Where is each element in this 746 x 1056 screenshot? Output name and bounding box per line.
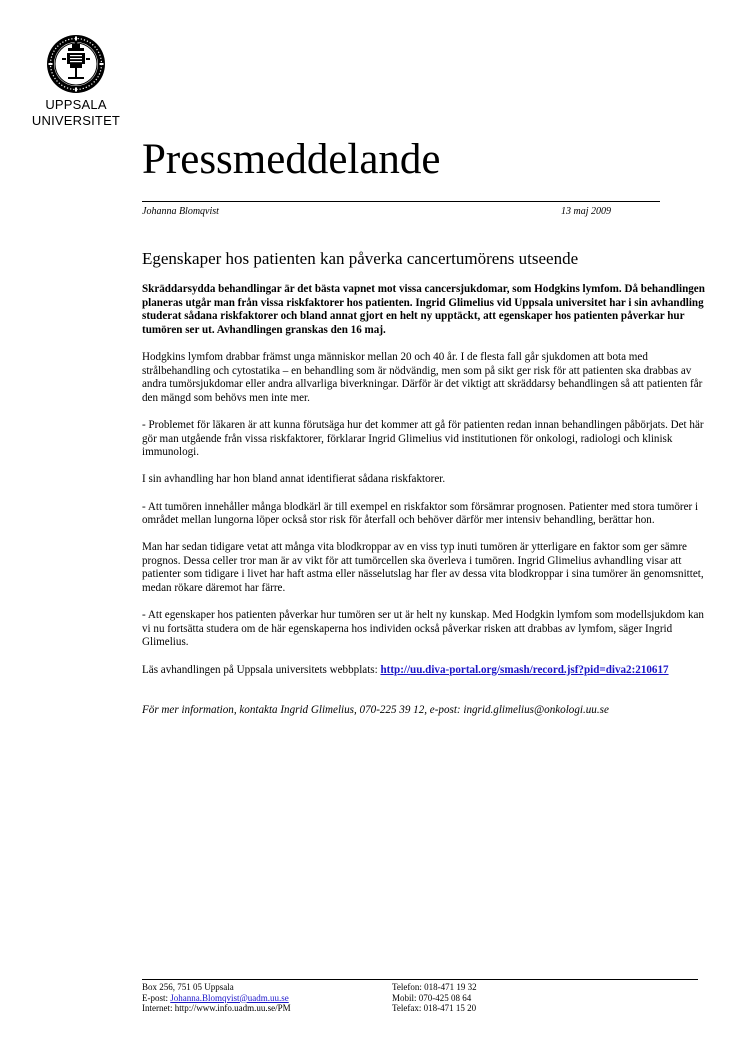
- footer-email-link[interactable]: Johanna.Blomqvist@uadm.uu.se: [170, 992, 289, 1003]
- footer-email-label: E-post:: [142, 992, 171, 1003]
- footer-mobile: Mobil: 070-425 08 64: [392, 992, 472, 1003]
- footer-divider: [142, 979, 698, 980]
- university-name: [14, 97, 138, 129]
- read-more-text: Läs avhandlingen på Uppsala universitets webbplats:: [142, 663, 381, 676]
- header-divider: [142, 201, 660, 202]
- article-paragraph-4: - Att tumören innehåller många blodkärl är till exempel en riskfaktor som försämrar prognosen. Patienter med stora tumörer i området mellan lungorna löper också stor risk för återfall och behöver därför mer intensiv behandling, berättar hon.: [142, 500, 699, 527]
- author-name: Johanna Blomqvist: [142, 206, 219, 217]
- contact-info: För mer information, kontakta Ingrid Glimelius, 070-225 39 12, e-post: ingrid.glimelius@onkologi.uu.se: [142, 704, 609, 717]
- footer-address-block: [142, 982, 291, 1014]
- footer-email-line: [142, 993, 291, 1004]
- article-paragraph-2: - Problemet för läkaren är att kunna förutsäga hur det kommer att gå för patienten redan innan behandlingen påbörjats. Det här gör man utgående från vissa riskfaktorer, förklarar Ingrid Glimelius vid institutionen för onkologi, radiologi och klinisk immunologi.: [142, 418, 704, 459]
- publication-date: 13 maj 2009: [561, 206, 611, 217]
- article-headline: Egenskaper hos patienten kan påverka cancertumörens utseende: [142, 249, 579, 268]
- article-paragraph-1: Hodgkins lymfom drabbar främst unga människor mellan 20 och 40 år. I de flesta fall går sjukdomen att bota med strålbehandling och cytostatika – en behandling som är nödvändig, men som på sikt ger risk för att patienten ska drabbas av andra tumörsjukdomar eller andra allvarliga biverkningar. Därför är det viktigt att skräddarsy behandlingen så att patienten får den mängd som behövs men inte mer.: [142, 350, 703, 404]
- article-paragraph-3: I sin avhandling har hon bland annat identifierat sådana riskfaktorer.: [142, 473, 446, 486]
- footer-phone: Telefon: 018-471 19 32: [392, 982, 477, 992]
- article-body: [142, 283, 714, 731]
- footer-internet: Internet: http://www.info.uadm.uu.se/PM: [142, 1003, 291, 1013]
- thesis-link[interactable]: http://uu.diva-portal.org/smash/record.jsf?pid=diva2:210617: [380, 663, 669, 676]
- footer-address: Box 256, 751 05 Uppsala: [142, 982, 234, 992]
- footer-phone-block: [392, 982, 477, 1014]
- page-title: Pressmeddelande: [142, 136, 441, 183]
- read-more-paragraph: [142, 664, 714, 678]
- article-paragraph-6: - Att egenskaper hos patienten påverkar hur tumören ser ut är helt ny kunskap. Med Hodgkin lymfom som modellsjukdom kan vi nu fortsätta studera om de här egenskaperna hos individen också påverkar risken att drabbas av lymfom, säger Ingrid Glimelius.: [142, 609, 704, 649]
- university-name-line2: UNIVERSITET: [31, 113, 121, 128]
- article-lead: Skräddarsydda behandlingar är det bästa vapnet mot vissa cancersjukdomar, som Hodgkins lymfom. Då behandlingen planeras utgår man från vissa riskfaktorer hos patienten. Ingrid Glimelius vid Uppsala universitet har i sin avhandling studerat sådana riskfaktorer och bland annat gjort en helt ny upptäckt, att egenskaper hos patienten påverkar hur tumören ser ut. Avhandlingen granskas den 16 maj.: [142, 283, 705, 336]
- university-name-line1: UPPSALA: [45, 97, 107, 112]
- university-seal-logo: [46, 34, 106, 94]
- footer-fax: Telefax: 018-471 15 20: [392, 1003, 477, 1013]
- article-paragraph-5: Man har sedan tidigare vetat att många vita blodkroppar av en viss typ inuti tumören är ytterligare en faktor som ger sämre prognos. Dessa celler tror man är av vikt för att tumörcellen ska överleva i tumören. Ingrid Glimelius avhandling visar att patienter som tidigare i livet har haft astma eller nässelutslag har fler av dessa vita blodkroppar i sina tumörer än genomsnittet, medan rökare däremot har färre.: [142, 541, 704, 595]
